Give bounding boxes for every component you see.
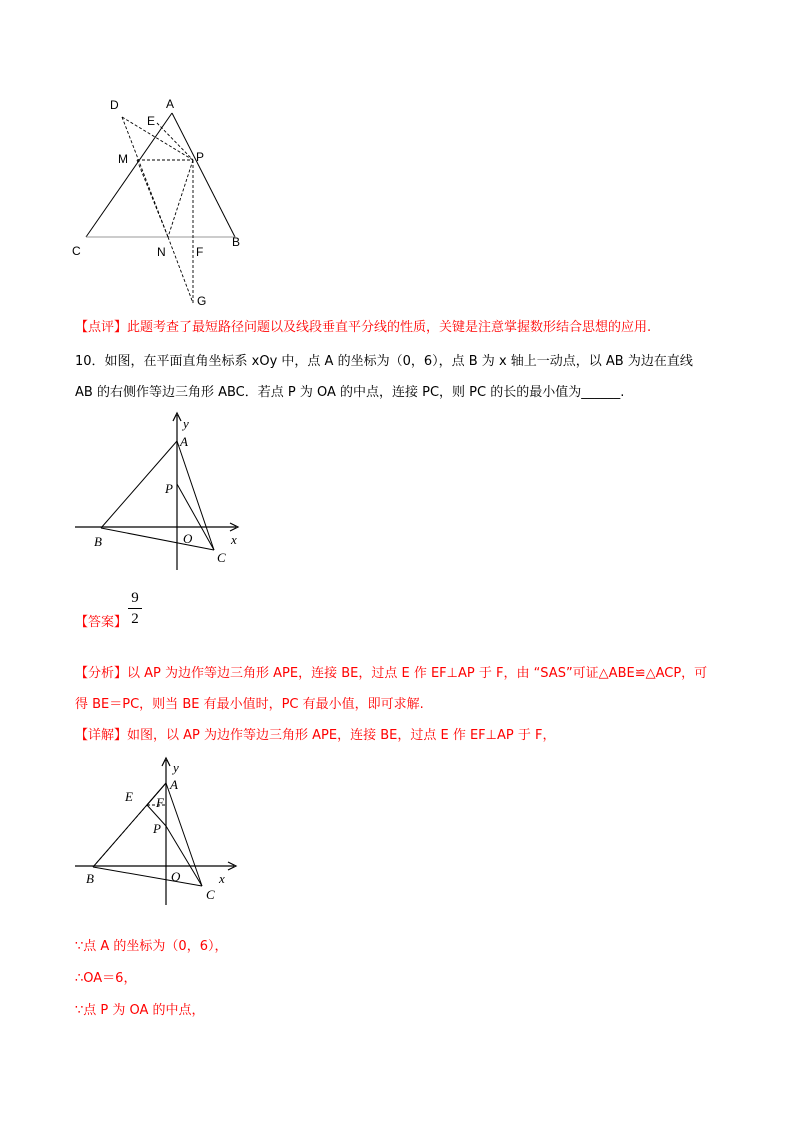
label-p: P bbox=[153, 821, 161, 836]
answer-label: 【答案】 bbox=[75, 615, 128, 630]
label-p: P bbox=[165, 481, 173, 496]
label-a: A bbox=[166, 97, 175, 111]
label-y: y bbox=[173, 760, 179, 775]
answer-numerator: 9 bbox=[131, 590, 139, 606]
label-e: E bbox=[125, 789, 133, 804]
label-o: O bbox=[171, 869, 181, 884]
label-x: x bbox=[231, 532, 237, 547]
review-note: 【点评】此题考查了最短路径问题以及线段垂直平分线的性质，关键是注意掌握数形结合思想的应用. bbox=[75, 320, 652, 335]
detail-line-1: 【详解】如图，以 AP 为边作等边三角形 APE，连接 BE，过点 E 作 EF⊥AP 于 F， bbox=[75, 728, 556, 743]
label-m: M bbox=[118, 152, 128, 166]
answer-denominator: 2 bbox=[131, 611, 139, 627]
label-a: A bbox=[180, 434, 188, 449]
label-c: C bbox=[217, 550, 226, 565]
label-x: x bbox=[219, 871, 225, 886]
label-p: P bbox=[196, 150, 205, 164]
problem-line-1: 10．如图，在平面直角坐标系 xOy 中，点 A 的坐标为（0，6），点 B 为 x 轴上一动点，以 AB 为边在直线 bbox=[75, 354, 693, 369]
analysis-line-1: 【分析】以 AP 为边作等边三角形 APE，连接 BE，过点 E 作 EF⊥AP 于 F，由 “SAS”可证△ABE≌△ACP，可 bbox=[75, 666, 708, 681]
label-b: B bbox=[86, 871, 94, 886]
problem-line-2: AB 的右侧作等边三角形 ABC．若点 P 为 OA 的中点，连接 PC，则 PC 的长的最小值为______. bbox=[75, 385, 625, 400]
step-2: ∴OA＝6， bbox=[75, 971, 137, 986]
step-1: ∵点 A 的坐标为（0，6）， bbox=[75, 939, 228, 954]
label-f: F bbox=[196, 245, 204, 259]
label-y: y bbox=[183, 416, 189, 431]
label-b: B bbox=[94, 534, 102, 549]
label-d: D bbox=[110, 98, 119, 112]
label-c: C bbox=[206, 887, 215, 902]
label-n: N bbox=[157, 245, 166, 259]
segment-bc bbox=[93, 867, 202, 886]
label-b: B bbox=[232, 235, 241, 249]
label-g: G bbox=[197, 294, 207, 308]
label-e: E bbox=[147, 114, 156, 128]
step-3: ∵点 P 为 OA 的中点， bbox=[75, 1003, 205, 1018]
analysis-line-2: 得 BE＝PC，则当 BE 有最小值时，PC 有最小值，即可求解. bbox=[75, 697, 424, 712]
label-a: A bbox=[170, 777, 178, 792]
label-o: O bbox=[183, 531, 193, 546]
label-f: F bbox=[156, 795, 164, 810]
label-c: C bbox=[72, 244, 81, 258]
